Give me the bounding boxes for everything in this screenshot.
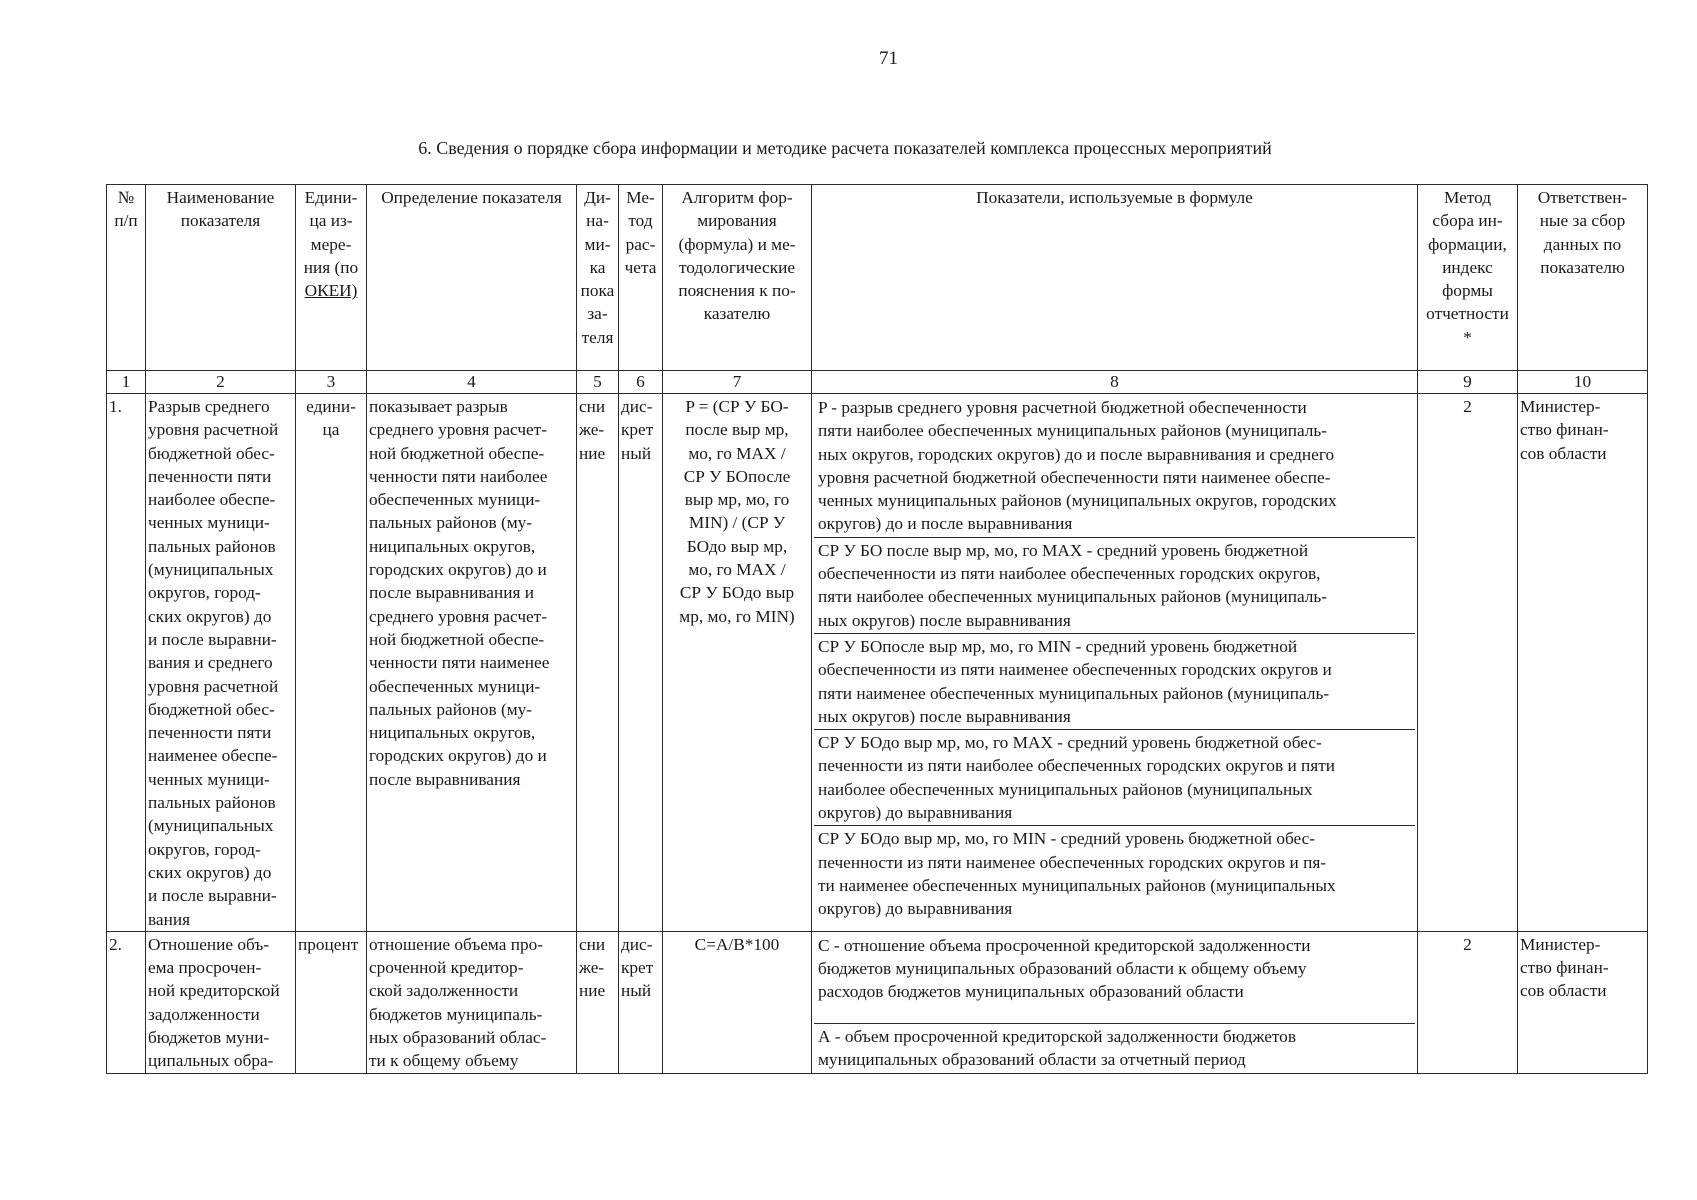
row-number: 2. <box>107 931 146 1073</box>
table-row <box>107 394 1648 932</box>
formula-indicator: СР У БОпосле выр мр, мо, го MIN - средний уровень бюджетной обеспеченности из пяти наименее обеспеченных городских округов и пяти наименее обеспеченных муниципальных районов (муниципаль- ных округов) после выравнивания <box>814 634 1415 730</box>
formula-indicators <box>812 931 1418 1073</box>
definition: показывает разрыв среднего уровня расчет- ной бюджетной обеспе- ченности пяти наиболее обеспеченных муници- пальных районов (му- ниципальных округов, городских округов) до и после выравнивания и среднего уровня расчет- ной бюджетной обеспе- ченности пяти наименее обеспеченных муници- пальных районов (му- ниципальных округов, городских округов) до и после выравнивания <box>367 394 577 932</box>
unit: едини- ца <box>296 394 367 932</box>
indicators-table <box>106 184 1648 1074</box>
responsible: Министер- ство финан- сов области <box>1518 931 1648 1073</box>
formula-indicator: А - объем просроченной кредиторской задолженности бюджетов муниципальных образований области за отчетный период <box>818 1026 1296 1070</box>
definition: отношение объема про- сроченной кредитор- ской задолженности бюджетов муниципаль- ных образований облас- ти к общему объему <box>367 931 577 1073</box>
header-indicator-name: Наименование показателя <box>146 185 296 371</box>
header-responsible: Ответствен- ные за сбор данных по показателю <box>1518 185 1648 371</box>
calc-method: дис- крет ный <box>619 394 663 932</box>
table-row <box>107 931 1648 1073</box>
column-number: 8 <box>812 371 1418 394</box>
collection-method: 2 <box>1418 394 1518 932</box>
document-title: 6. Сведения о порядке сбора информации и методике расчета показателей комплекса процессных мероприятий <box>418 138 1272 158</box>
column-number: 6 <box>619 371 663 394</box>
algorithm: C=A/B*100 <box>663 931 812 1073</box>
dynamics: сни же- ние <box>577 394 619 932</box>
column-number: 9 <box>1418 371 1518 394</box>
header-formula-indicators: Показатели, используемые в формуле <box>812 185 1418 371</box>
formula-indicator: P - разрыв среднего уровня расчетной бюджетной обеспеченности пяти наиболее обеспеченных муниципальных районов (муниципаль- ных округов, городских округов) до и после выравнивания и среднего уровня расчетной бюджетной обеспеченности пяти наименее обеспе- ченных муниципальных районов (муниципальных округов, городских округов) до и после выравнивания <box>814 395 1415 538</box>
column-number: 4 <box>367 371 577 394</box>
header-calc-method: Ме- тод рас- чета <box>619 185 663 371</box>
formula-indicator: С - отношение объема просроченной кредиторской задолженности бюджетов муниципальных образований области к общему объему расходов бюджетов муниципальных образований области <box>814 933 1415 1024</box>
column-number: 3 <box>296 371 367 394</box>
column-number: 1 <box>107 371 146 394</box>
formula-indicator: СР У БОдо выр мр, мо, го MAX - средний уровень бюджетной обес- печенности из пяти наиболее обеспеченных городских округов и пяти наиболее обеспеченных муниципальных районов (муниципальных округов) до выравнивания <box>814 730 1415 826</box>
table-header-row <box>107 185 1648 371</box>
formula-indicator: СР У БО после выр мр, мо, го MAX - средний уровень бюджетной обеспеченности из пяти наиболее обеспеченных городских округов, пяти наиболее обеспеченных муниципальных районов (муниципаль- ных округов) после выравнивания <box>814 538 1415 634</box>
indicator-name: Отношение объ- ема просрочен- ной кредиторской задолженности бюджетов муни- ципальных обра- <box>146 931 296 1073</box>
responsible: Министер- ство финан- сов области <box>1518 394 1648 932</box>
header-dynamics: Ди- на- ми- ка пока за- теля <box>577 185 619 371</box>
collection-method: 2 <box>1418 931 1518 1073</box>
row-number: 1. <box>107 394 146 932</box>
column-number: 2 <box>146 371 296 394</box>
header-unit <box>296 185 367 371</box>
header-collection-method: Метод сбора ин- формации, индекс формы отчетности * <box>1418 185 1518 371</box>
page-number: 71 <box>879 48 898 69</box>
column-number: 7 <box>663 371 812 394</box>
dynamics: сни же- ние <box>577 931 619 1073</box>
header-definition: Определение показателя <box>367 185 577 371</box>
formula-indicators <box>812 394 1418 932</box>
column-number: 10 <box>1518 371 1648 394</box>
column-number-row <box>107 371 1648 394</box>
algorithm: P = (СР У БО- после выр мр, мо, го MAX / СР У БОпосле выр мр, мо, го MIN) / (СР У БОдо выр мр, мо, го MAX / СР У БОдо выр мр, мо, го MIN) <box>663 394 812 932</box>
header-unit-okei: ОКЕИ) <box>304 281 358 301</box>
calc-method: дис- крет ный <box>619 931 663 1073</box>
indicator-name: Разрыв среднего уровня расчетной бюджетной обес- печенности пяти наиболее обеспе- ченных муници- пальных районов (муниципальных округов, город- ских округов) до и после выравни- вания и среднего уровня расчетной бюджетной обес- печенности пяти наименее обеспе- ченных муници- пальных районов (муниципальных округов, город- ских округов) до и после выравни- вания <box>146 394 296 932</box>
formula-indicator: СР У БОдо выр мр, мо, го MIN - средний уровень бюджетной обес- печенности из пяти наименее обеспеченных городских округов и пя- ти наименее обеспеченных муниципальных районов (муниципальных округов) до выравнивания <box>818 829 1336 919</box>
column-number: 5 <box>577 371 619 394</box>
header-number: № п/п <box>107 185 146 371</box>
header-algorithm: Алгоритм фор- мирования (формула) и ме- тодологические пояснения к по- казателю <box>663 185 812 371</box>
unit: процент <box>296 931 367 1073</box>
header-unit-text: Едини- ца из- мере- ния (по <box>303 188 359 277</box>
